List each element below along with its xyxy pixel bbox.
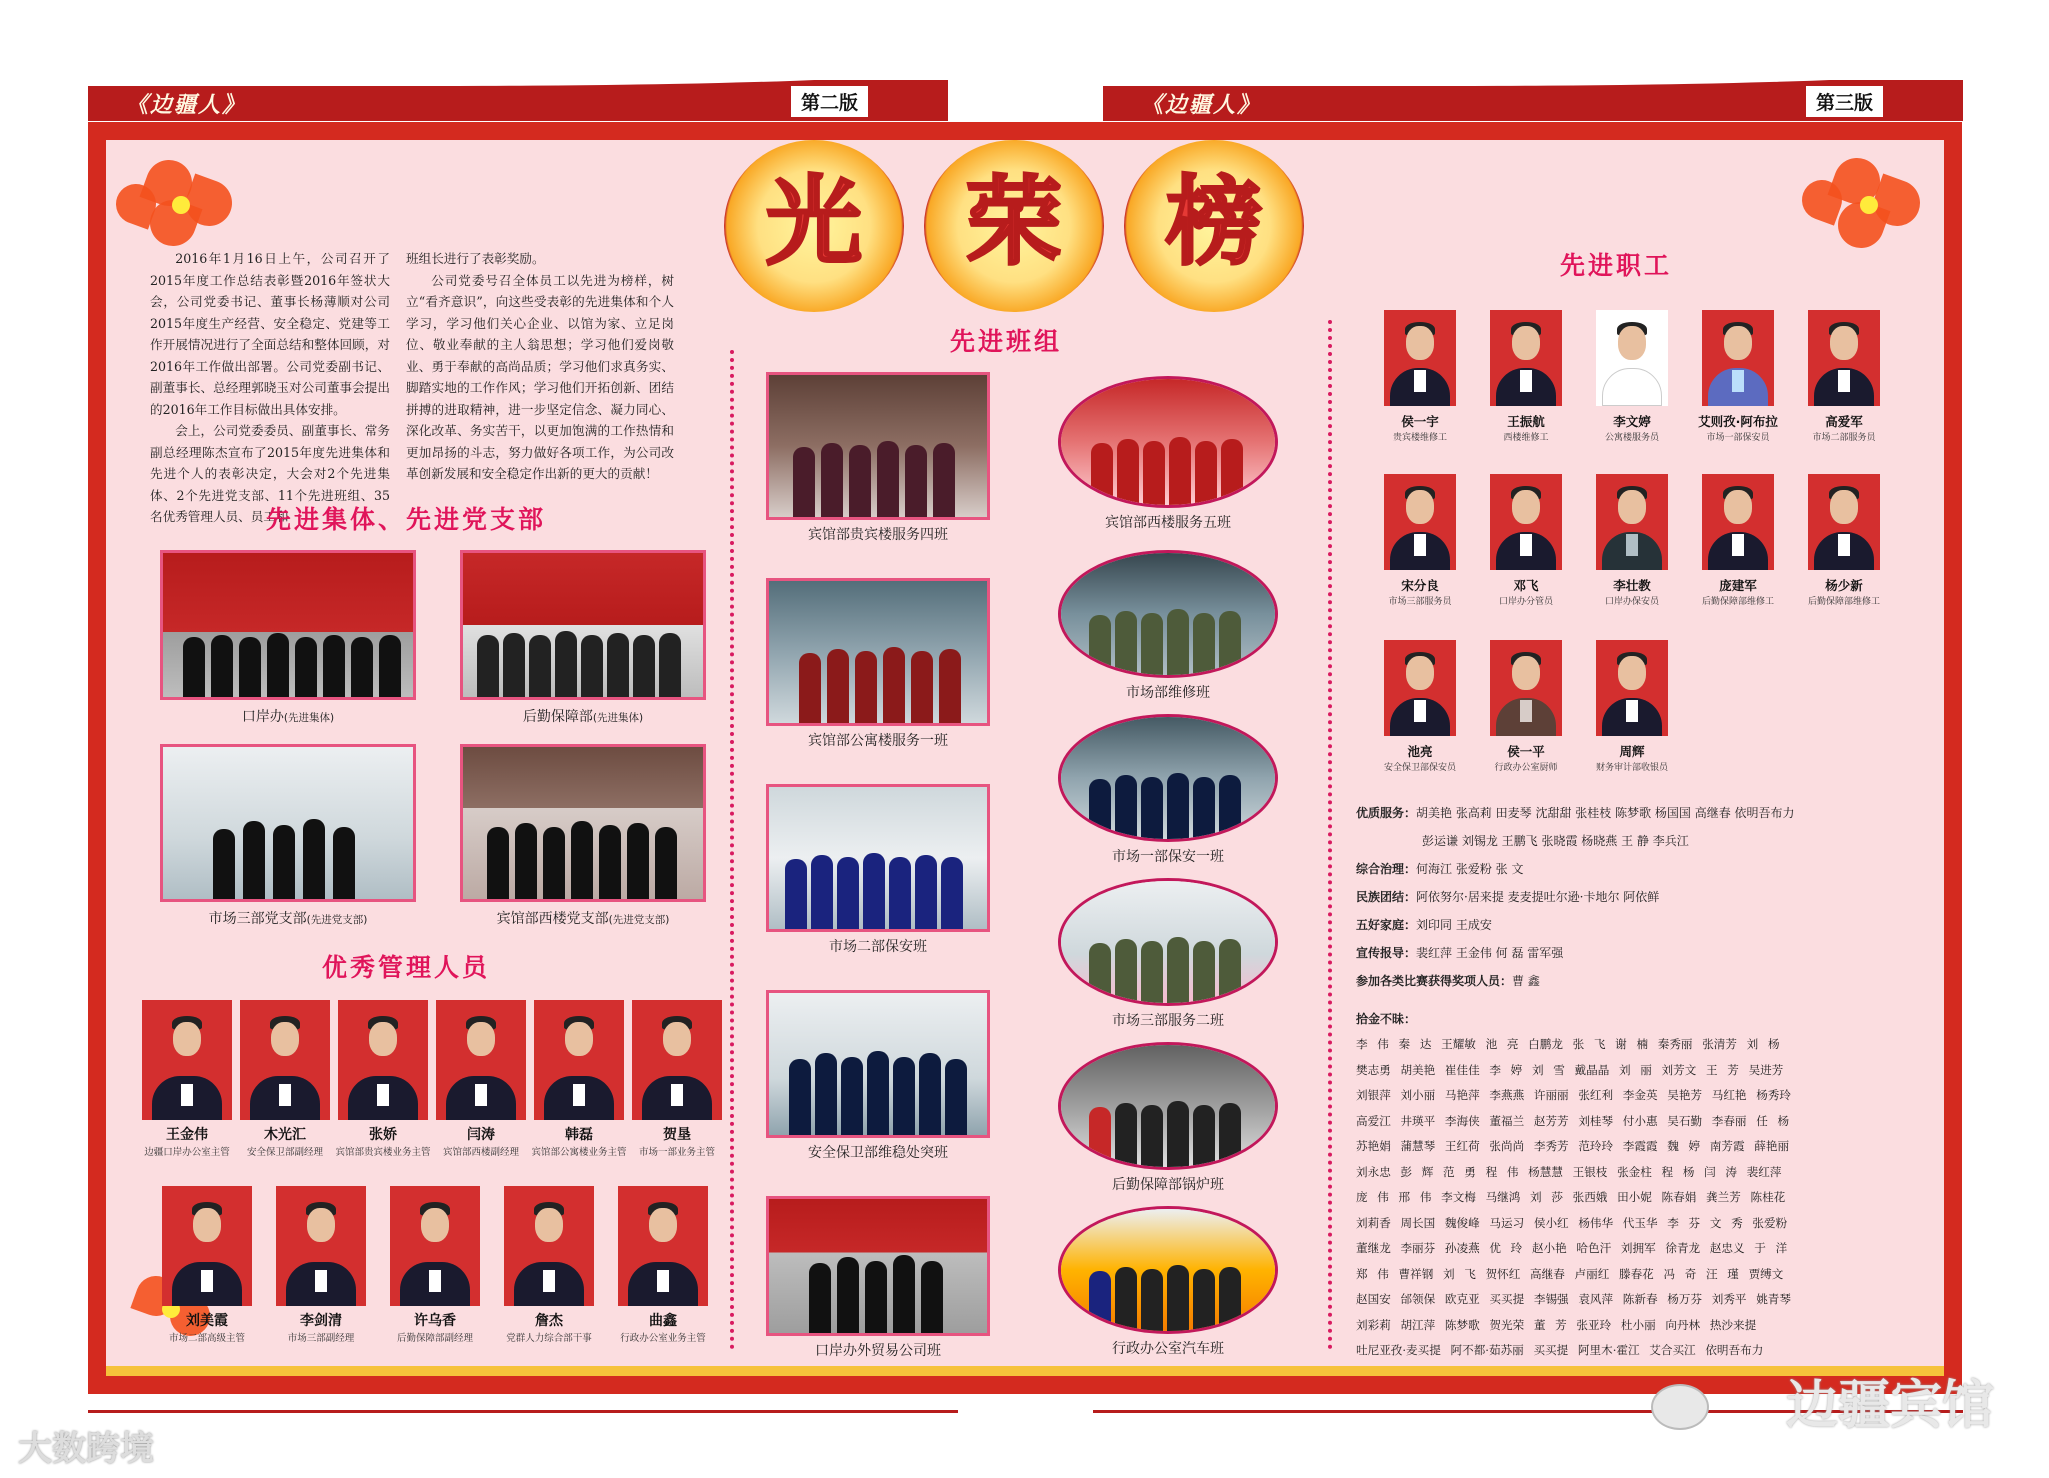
manager-portrait <box>436 1000 526 1120</box>
manager-role: 后勤保障部副经理 <box>396 1333 473 1344</box>
brand-watermark: 边疆宾馆 <box>1785 1376 1994 1436</box>
title-medallion <box>1124 140 1304 312</box>
manager-name: 王金伟 <box>166 1127 208 1143</box>
staff-portrait <box>1808 474 1880 570</box>
staff-role: 安全保卫部保安员 <box>1383 763 1456 773</box>
intro-paragraph: 公司党委号召全体员工以先进为榜样，树立“看齐意识”，向这些受表彰的先进集体和个人学习，学习他们关心企业、以馆为家、立足岗位、敬业奉献的主人翁思想；学习他们爱岗敬业、勇于奉献的高尚品质；学习他们求真务实、脚踏实地的工作作风；学习他们开拓创新、团结拼搏的进取精神，进一步坚定信念、凝力同心、深化改革、务实苦干，以更加饱满的工作热情和更加昂扬的斗志，努力做好各项工作，为公司改革创新发展和安全稳定作出新的更大的贡献！ <box>406 272 674 481</box>
edition-number: 第三版 <box>1806 86 1883 117</box>
staff-role: 贵宾楼维修工 <box>1392 433 1447 443</box>
team-caption: 宾馆部西楼服务五班 <box>1105 515 1231 531</box>
manager-name: 韩磊 <box>565 1127 593 1143</box>
staff-portrait <box>1384 310 1456 406</box>
team-photo <box>1058 1206 1278 1334</box>
manager-portrait <box>162 1186 252 1306</box>
staff-name: 宋分良 <box>1401 578 1439 593</box>
collective-photo <box>460 744 706 902</box>
team-photo <box>1058 714 1278 842</box>
name-row: 李 伟 秦 达 王耀敏 池 亮 白鹏龙 张 飞 谢 楠 秦秀丽 张清芳 刘 杨 <box>1356 1037 1780 1051</box>
team-photo <box>766 578 990 726</box>
manager-portrait <box>632 1000 722 1120</box>
staff-role: 口岸办分管员 <box>1498 597 1553 607</box>
award-names: 裴红萍 王金伟 何 磊 雷军强 <box>1416 946 1564 960</box>
honest-names-list <box>1356 1032 1916 1364</box>
manager-portrait <box>276 1186 366 1306</box>
name-row: 庞 伟 邢 伟 李文梅 马继鸿 刘 莎 张西娥 田小妮 陈春娟 龚兰芳 陈桂花 <box>1356 1190 1786 1204</box>
section-title-staff: 先进职工 <box>1559 251 1672 280</box>
collective-photo <box>460 550 706 700</box>
staff-name: 庞建军 <box>1719 578 1757 593</box>
masthead-right <box>1103 68 1963 122</box>
manager-name: 张娇 <box>369 1127 397 1143</box>
manager-role: 宾馆部公寓楼业务主管 <box>531 1147 627 1158</box>
manager-role: 行政办公室业务主管 <box>620 1333 706 1344</box>
section-title-collective: 先进集体、先进党支部 <box>265 505 546 534</box>
caption-name: 市场三部党支部 <box>208 911 307 927</box>
intro-column-2 <box>406 248 674 485</box>
staff-role: 后勤保障部维修工 <box>1701 597 1774 607</box>
manager-name: 刘美霞 <box>186 1313 228 1329</box>
collective-photo <box>160 744 416 902</box>
title-char: 榜 <box>1166 166 1262 278</box>
staff-portrait <box>1490 640 1562 736</box>
staff-role: 市场三部服务员 <box>1388 597 1452 607</box>
award-line <box>1356 944 1563 961</box>
award-label: 综合治理： <box>1356 862 1417 876</box>
award-line <box>1356 888 1659 905</box>
team-photo <box>766 990 990 1138</box>
staff-name: 邓飞 <box>1513 578 1539 593</box>
award-line <box>1356 860 1523 877</box>
team-caption: 口岸办外贸易公司班 <box>815 1343 941 1359</box>
manager-portrait <box>504 1186 594 1306</box>
team-caption: 后勤保障部锅炉班 <box>1112 1177 1224 1193</box>
staff-portrait <box>1596 310 1668 406</box>
award-label: 民族团结： <box>1356 890 1417 904</box>
manager-portrait <box>338 1000 428 1120</box>
honor-roll-poster <box>88 122 1962 1394</box>
manager-name: 许乌香 <box>414 1313 456 1329</box>
photo-caption <box>160 908 416 928</box>
award-line <box>1356 832 1689 849</box>
paper-name: 《边疆人》 <box>1141 92 1262 118</box>
staff-name: 高爱军 <box>1825 414 1863 429</box>
caption-tag: (先进党支部) <box>608 914 670 926</box>
team-caption: 市场一部保安一班 <box>1112 849 1224 865</box>
staff-role: 后勤保障部维修工 <box>1807 597 1880 607</box>
photo-caption <box>460 908 706 928</box>
award-names: 刘印同 王成安 <box>1416 918 1492 932</box>
manager-role: 宾馆部贵宾楼业务主管 <box>335 1147 431 1158</box>
name-row: 刘银萍 刘小丽 马艳萍 李燕燕 许丽丽 张红利 李金英 吴艳芳 马红艳 杨秀玲 <box>1356 1088 1791 1102</box>
name-row: 刘彩莉 胡江萍 陈梦歌 贺光荣 董 芳 张亚玲 杜小丽 向丹林 热沙来提 <box>1356 1317 1757 1332</box>
team-caption: 宾馆部公寓楼服务一班 <box>808 733 948 749</box>
staff-role: 财务审计部收银员 <box>1595 763 1668 773</box>
manager-role: 安全保卫部副经理 <box>246 1147 323 1158</box>
staff-role: 西楼维修工 <box>1503 433 1549 443</box>
edition-number: 第二版 <box>791 86 868 117</box>
collective-photo <box>160 550 416 700</box>
caption-name: 后勤保障部 <box>522 709 593 725</box>
award-label: 五好家庭： <box>1356 918 1417 932</box>
flower-decoration-icon <box>1774 140 1944 270</box>
section-title-managers: 优秀管理人员 <box>321 953 490 982</box>
poster-background <box>106 140 1944 1376</box>
intro-paragraph: 2016年1月16日上午，公司召开了2015年度工作总结表彰暨2016年签状大会，公司党委书记、董事长杨薄顺对公司2015年度生产经营、安全稳定、党建等工作开展情况进行了全面总结和整体回顾，对2016年工作做出部署。公司党委副书记、副董事长、总经理郭晓玉对公司董事会提出的2016年工作目标做出具体安排。 <box>150 251 390 417</box>
manager-role: 边疆口岸办公室主管 <box>144 1147 230 1158</box>
staff-portrait <box>1384 640 1456 736</box>
name-row: 董继龙 李丽芬 孙凌燕 优 玲 赵小艳 哈色汗 刘拥军 徐青龙 赵忠义 于 洋 <box>1356 1241 1788 1255</box>
title-medallion <box>724 140 904 312</box>
team-photo <box>1058 550 1278 678</box>
manager-role: 市场三部副经理 <box>287 1333 355 1344</box>
intro-paragraph: 班组长进行了表彰奖励。 <box>406 251 545 266</box>
photo-caption <box>460 706 706 726</box>
footer-rule-left <box>88 1410 958 1413</box>
team-photo <box>1058 878 1278 1006</box>
team-photo <box>1058 376 1278 508</box>
column-divider <box>730 350 734 1350</box>
manager-portrait <box>240 1000 330 1120</box>
manager-portrait <box>534 1000 624 1120</box>
honest-label-text: 拾金不昧： <box>1356 1012 1417 1026</box>
intro-column-1 <box>150 248 390 528</box>
staff-name: 李壮教 <box>1613 578 1651 593</box>
staff-name: 周辉 <box>1619 744 1645 759</box>
manager-name: 詹杰 <box>535 1313 563 1329</box>
caption-name: 口岸办 <box>241 709 284 725</box>
manager-portrait <box>142 1000 232 1120</box>
poster-bottom-strip <box>106 1366 1944 1376</box>
staff-portrait <box>1702 474 1774 570</box>
staff-portrait <box>1596 474 1668 570</box>
staff-role: 市场一部保安员 <box>1706 433 1770 443</box>
name-row: 刘永忠 彭 辉 范 勇 程 伟 杨慧慧 王银枝 张金柱 程 杨 闫 涛 裴红萍 <box>1356 1164 1782 1179</box>
column-divider <box>1328 320 1332 1350</box>
staff-portrait <box>1490 310 1562 406</box>
staff-portrait <box>1808 310 1880 406</box>
name-row: 刘莉香 周长国 魏俊峰 马运习 侯小红 杨伟华 代玉华 李 芬 文 秀 张爱粉 <box>1356 1215 1788 1230</box>
award-line <box>1356 972 1540 989</box>
caption-tag: (先进党支部) <box>306 914 368 926</box>
intro-paragraph: 会上，公司党委委员、副董事长、常务副总经理陈杰宣布了2015年度先进集体和先进个人的表彰决定，大会对2个先进集体、2个先进党支部、11个先进班组、35名优秀管理人员、员工和 <box>150 423 390 524</box>
manager-name: 曲鑫 <box>649 1313 677 1329</box>
award-names: 阿依努尔·居来提 麦麦提吐尔逊·卡地尔 阿依鲜 <box>1416 890 1660 904</box>
award-line <box>1356 804 1795 821</box>
team-caption: 市场部维修班 <box>1126 685 1210 701</box>
name-row: 苏艳娟 蒲慧琴 王红荷 张尚尚 李秀芳 范玲玲 李霞霞 魏 婷 南芳霞 薛艳丽 <box>1356 1139 1790 1153</box>
manager-role: 党群人力综合部干事 <box>506 1333 592 1344</box>
team-caption: 市场三部服务二班 <box>1112 1013 1224 1029</box>
name-row: 赵国安 邰领保 欧克亚 买买提 李锡强 袁风萍 陈新春 杨万芬 刘秀平 姚青琴 <box>1356 1292 1791 1306</box>
team-caption: 行政办公室汽车班 <box>1112 1341 1224 1357</box>
team-caption: 安全保卫部维稳处突班 <box>808 1145 948 1161</box>
staff-name: 李文婷 <box>1613 414 1651 429</box>
manager-portrait <box>618 1186 708 1306</box>
caption-name: 宾馆部西楼党支部 <box>496 911 609 927</box>
paper-name: 《边疆人》 <box>126 92 247 118</box>
manager-role: 市场一部业务主管 <box>638 1147 715 1158</box>
staff-role: 公寓楼服务员 <box>1604 433 1659 443</box>
award-line <box>1356 916 1492 933</box>
name-row: 吐尼亚孜·麦买提 阿不都·茹苏丽 买买提 阿里木·霍江 艾合买江 依明吾布力 <box>1356 1343 1764 1357</box>
award-label: 宣传报导： <box>1356 946 1417 960</box>
award-label: 优质服务： <box>1356 806 1417 820</box>
manager-name: 贺垦 <box>663 1127 691 1143</box>
staff-portrait <box>1596 640 1668 736</box>
team-photo <box>766 784 990 932</box>
name-row: 樊志勇 胡美艳 崔佳佳 李 婷 刘 雪 戴晶晶 刘 丽 刘芳文 王 芳 吴进芳 <box>1356 1062 1784 1077</box>
manager-role: 宾馆部西楼副经理 <box>442 1147 519 1158</box>
manager-role: 市场二部高级主管 <box>168 1333 245 1344</box>
wechat-icon <box>1651 1384 1709 1430</box>
name-row: 高爱江 井瑛平 李海侠 董福兰 赵芳芳 刘桂琴 付小惠 吴石勤 李春丽 任 杨 <box>1356 1113 1790 1128</box>
caption-tag: (先进集体) <box>592 712 644 724</box>
award-label: 参加各类比赛获得奖项人员： <box>1356 974 1513 988</box>
manager-name: 李剑清 <box>300 1313 342 1329</box>
team-caption: 市场二部保安班 <box>829 939 927 955</box>
staff-role: 口岸办保安员 <box>1604 597 1659 607</box>
team-photo <box>766 372 990 520</box>
team-caption: 宾馆部贵宾楼服务四班 <box>808 527 948 543</box>
team-photo <box>1058 1042 1278 1170</box>
title-char: 光 <box>766 166 862 278</box>
masthead-left <box>88 68 948 122</box>
award-names: 胡美艳 张高莉 田麦琴 沈甜甜 张桂枝 陈梦歌 杨国国 高继春 依明吾布力 <box>1416 806 1795 820</box>
staff-role: 市场二部服务员 <box>1812 433 1876 443</box>
staff-portrait <box>1384 474 1456 570</box>
manager-portrait <box>390 1186 480 1306</box>
staff-name: 侯一平 <box>1507 744 1545 759</box>
title-char: 荣 <box>966 166 1062 278</box>
staff-portrait <box>1702 310 1774 406</box>
section-title-teams: 先进班组 <box>949 327 1062 356</box>
staff-name: 艾则孜·阿布拉 <box>1698 414 1778 429</box>
staff-portrait <box>1490 474 1562 570</box>
caption-tag: (先进集体) <box>283 712 335 724</box>
team-photo <box>766 1196 990 1336</box>
honest-label <box>1356 1010 1416 1027</box>
staff-name: 杨少新 <box>1825 578 1863 593</box>
photo-caption <box>160 706 416 726</box>
award-names: 彭运谦 刘锡龙 王鹏飞 张晓霞 杨晓燕 王 静 李兵江 <box>1422 834 1689 848</box>
award-names: 曹 鑫 <box>1512 974 1540 988</box>
title-medallion <box>924 140 1104 312</box>
staff-role: 行政办公室厨师 <box>1494 763 1558 773</box>
source-watermark: 大数跨境 <box>18 1429 154 1469</box>
staff-name: 侯一宇 <box>1401 414 1439 429</box>
manager-name: 闫涛 <box>467 1127 495 1143</box>
award-names: 何海江 张爱粉 张 文 <box>1416 862 1524 876</box>
staff-name: 王振航 <box>1507 414 1545 429</box>
manager-name: 木光汇 <box>264 1127 306 1143</box>
staff-name: 池亮 <box>1407 744 1433 759</box>
name-row: 郑 伟 曹祥钢 刘 飞 贺怀红 高继春 卢丽红 滕春花 冯 奇 汪 瑾 贾缚文 <box>1356 1266 1784 1281</box>
